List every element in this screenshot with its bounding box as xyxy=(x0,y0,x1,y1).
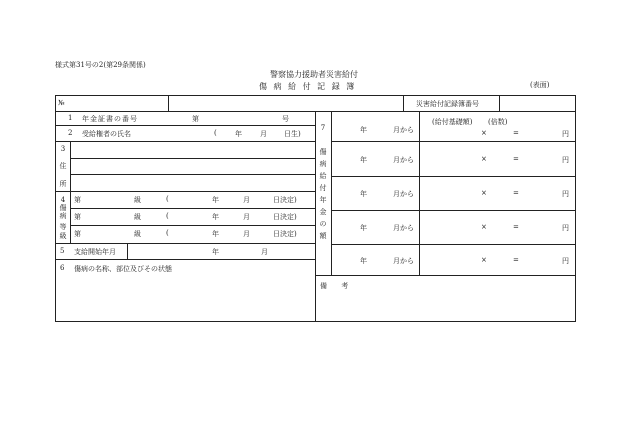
injury-condition-label: 傷病の名称、部位及びその状態 xyxy=(74,265,172,273)
grade-paren: ( xyxy=(166,229,169,237)
form-title-line1: 警察協力援助者災害給付 xyxy=(270,70,358,79)
pension-row-yen: 円 xyxy=(562,190,569,198)
grade-kyu: 級 xyxy=(134,230,141,238)
pension-row-times: × xyxy=(481,155,487,163)
pension-row-equals: = xyxy=(513,189,519,197)
grade-char-3: 等 xyxy=(59,223,67,231)
form-title-line2: 傷 病 給 付 記 録 簿 xyxy=(259,82,357,91)
pension-row-equals: = xyxy=(513,256,519,264)
grade-number: 4 xyxy=(60,196,66,204)
pension-char-4: 付 xyxy=(319,184,327,192)
pension-char-6: 金 xyxy=(319,208,327,216)
grade-year: 年 xyxy=(212,196,219,204)
pension-row-yen: 円 xyxy=(562,224,569,232)
row1-number: 1 xyxy=(68,114,73,122)
pension-row-from: 月から xyxy=(393,156,414,164)
base-amount-header: (給付基礎額) xyxy=(432,118,473,126)
form-code: 様式第31号の2(第29条関係) xyxy=(55,61,146,69)
grade-year: 年 xyxy=(212,230,219,238)
grade-month: 月 xyxy=(243,196,250,204)
row2-number: 2 xyxy=(68,129,73,137)
pension-row-times: × xyxy=(481,129,487,137)
remarks-label: 備 考 xyxy=(320,282,355,290)
pension-row-year: 年 xyxy=(360,224,367,232)
grade-decided: 日決定) xyxy=(273,230,297,238)
pension-row-equals: = xyxy=(513,129,519,137)
grade-paren: ( xyxy=(166,195,169,203)
grade-decided: 日決定) xyxy=(273,196,297,204)
pension-row-times: × xyxy=(481,256,487,264)
pension-row-from: 月から xyxy=(393,190,414,198)
grade-dai: 第 xyxy=(74,213,81,221)
grade-year: 年 xyxy=(212,213,219,221)
cert-go: 号 xyxy=(282,115,289,123)
birth-year: 年 xyxy=(235,130,242,138)
row6-number: 6 xyxy=(60,264,65,272)
grade-kyu: 級 xyxy=(134,213,141,221)
grade-dai: 第 xyxy=(74,230,81,238)
grade-decided: 日決定) xyxy=(273,213,297,221)
pension-char-1: 傷 xyxy=(319,148,327,156)
pension-char-3: 給 xyxy=(319,172,327,180)
pension-row-times: × xyxy=(481,189,487,197)
birth-day: 日生) xyxy=(284,130,301,138)
pension-row-year: 年 xyxy=(360,156,367,164)
address-char-2: 所 xyxy=(59,180,67,188)
birth-month: 月 xyxy=(260,130,267,138)
address-char-1: 住 xyxy=(59,162,67,170)
pension-row-from: 月から xyxy=(393,126,414,134)
pension-row-times: × xyxy=(481,223,487,231)
number-label: № xyxy=(58,99,65,107)
grade-paren: ( xyxy=(166,212,169,220)
beneficiary-name-label: 受給権者の氏名 xyxy=(82,130,131,138)
pension-row-yen: 円 xyxy=(562,130,569,138)
record-number-label: 災害給付記録簿番号 xyxy=(416,100,479,108)
pension-row-from: 月から xyxy=(393,257,414,265)
pension-row-year: 年 xyxy=(360,126,367,134)
grade-char-1: 傷 xyxy=(59,204,67,212)
grade-month: 月 xyxy=(243,230,250,238)
pension-char-8: 額 xyxy=(319,232,327,240)
grade-dai: 第 xyxy=(74,196,81,204)
pension-row-yen: 円 xyxy=(562,257,569,265)
payment-start-label: 支給開始年月 xyxy=(74,248,116,256)
pension-row-year: 年 xyxy=(360,190,367,198)
cert-dai: 第 xyxy=(192,115,199,123)
pension-row-yen: 円 xyxy=(562,156,569,164)
grade-kyu: 級 xyxy=(134,196,141,204)
side-label: (表面) xyxy=(530,81,550,89)
grade-month: 月 xyxy=(243,213,250,221)
multiplier-header: (倍数) xyxy=(488,118,508,126)
pension-amount-number: 7 xyxy=(320,124,326,132)
grade-char-2: 病 xyxy=(59,212,67,220)
pension-row-equals: = xyxy=(513,223,519,231)
birth-paren-open: ( xyxy=(214,129,217,137)
address-number: 3 xyxy=(60,145,66,153)
pension-row-from: 月から xyxy=(393,224,414,232)
pension-char-2: 病 xyxy=(319,160,327,168)
grade-char-4: 級 xyxy=(59,232,67,240)
payment-start-year: 年 xyxy=(212,248,219,256)
payment-start-month: 月 xyxy=(261,248,268,256)
pension-cert-number-label: 年金証書の番号 xyxy=(82,115,138,123)
pension-row-year: 年 xyxy=(360,257,367,265)
row5-number: 5 xyxy=(60,247,65,255)
pension-char-5: 年 xyxy=(319,196,327,204)
pension-row-equals: = xyxy=(513,155,519,163)
pension-char-7: の xyxy=(319,220,327,228)
